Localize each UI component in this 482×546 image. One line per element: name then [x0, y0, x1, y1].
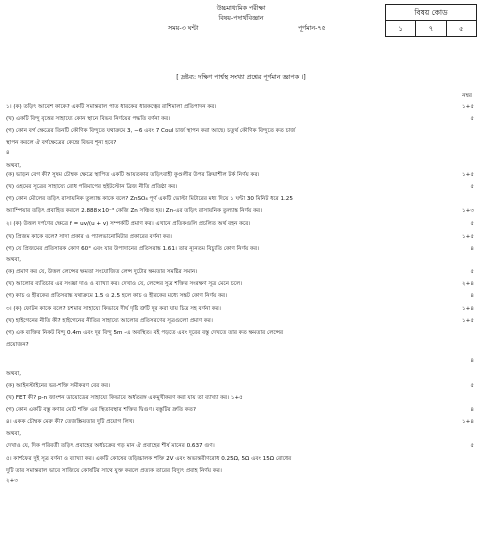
question-marks: ৪	[470, 358, 474, 364]
question-line: প্রয়োজন?	[6, 342, 29, 348]
question-line: ১। (ক) তড়িৎ আবেশ কাকে? একটি সমান্তরাল পাত ধারকের ধারকত্বের রাশিমালা প্রতিপাদন কর।	[6, 104, 217, 110]
question-line: (গ) কোন একটি বস্তু কণার মোট শক্তি এর স্থিতাবস্থার শক্তির দ্বিগুণ। বস্তুটির দ্রুতি কত?	[6, 407, 196, 413]
full-marks: পূর্ণমান-৭৫	[298, 25, 326, 32]
question-line: ৩। (ক) ফোটন কাকে বলে? চশমার সাহায্যে কিভাবে দীর্ঘ দৃষ্টি ত্রুটি দূর করা যায় চিত্র সহ বর্ণনা কর।	[6, 306, 221, 312]
question-line: অথবা,	[6, 371, 21, 377]
question-line: অথবা,	[6, 431, 21, 437]
question-marks: ২+৪	[462, 281, 474, 287]
question-marks: ৫	[470, 116, 474, 122]
question-marks: ৫	[470, 269, 474, 275]
question-line: অথবা,	[6, 163, 21, 169]
question-marks: ৫	[470, 443, 474, 449]
question-marks: ১+৩	[462, 208, 474, 214]
code-digit: ১	[386, 21, 416, 37]
question-line: (গ) এক ব্যক্তির নিকট বিন্দু 0.4m এবং দূর বিন্দু 5m -এ অবস্থিত। বই পড়তে এবং দূরের বস্তু দেখতে তার কত ক্ষমতার লেন্সের	[6, 330, 284, 336]
exam-title: উচ্চমাধ্যমিক পরীক্ষা	[216, 5, 266, 12]
question-marks: ১+৫	[462, 104, 474, 110]
marks-heading: নম্বর	[462, 93, 472, 99]
question-line: দেখাও যে, দিক পরিবর্তী তড়িৎ প্রবাহের অর্ধচক্রের গড় মান ঐ প্রবাহের শীর্ষ মানের 0.637 গুণ।	[6, 443, 215, 449]
question-marks: ৫	[470, 221, 474, 227]
question-marks: ১+৪	[462, 419, 474, 425]
question-line: (ক) প্রমাণ কর যে, উত্তল লেন্সের ক্ষমতা সংযোজিত লেন্স দুটোর ক্ষমতার সমষ্টির সমান।	[6, 269, 198, 275]
question-line: (খ) একটি বিন্দু বৃত্তের সাহায্যে কোন স্থানে বিভব নির্ণয়ের পদ্ধতি বর্ণনা কর।	[6, 116, 171, 122]
question-marks: ৪	[470, 407, 474, 413]
question-line: (গ) কাচ ও হীরকের প্রতিসরাঙ্ক যথাক্রমে 1.5 ও 2.5 হলে কাচ ও হীরকের মধ্যে সঙ্কট কোণ নির্ণয় কর।	[6, 293, 228, 299]
question-line: ৪	[6, 150, 10, 156]
question-marks: ৪	[470, 246, 474, 252]
instruction-note: [ দ্রষ্টব্য: দক্ষিণ পার্শ্বস্থ সংখ্যা প্রশ্নের পূর্ণমান জ্ঞাপক ।]	[176, 74, 306, 81]
question-line: অ্যাম্পিয়ার তড়িৎ প্রবাহিত করলে 2.888×10⁻³ কেজি Zn সঞ্চিত হয়। Zn-এর তড়িৎ রাসায়নিক তুল্যাঙ্ক নির্ণয় কর।	[6, 208, 263, 214]
question-line: ৫। কার্শফের দুই সূত্র বর্ণনা ও ব্যাখ্যা কর। একটি কোষের তড়িচ্চালক শক্তি 2V এবং অভ্যন্তরীণরোধ 0.25Ω, 5Ω এবং 15Ω রোধের	[6, 456, 292, 462]
question-marks: ৫	[470, 184, 474, 190]
question-line: অথবা,	[6, 257, 21, 263]
code-digit: ৫	[459, 25, 464, 33]
question-line: স্থাপন করলে ঐ বর্গক্ষেত্রের কেন্দ্রে বিভব শূন্য হবে?	[6, 140, 117, 146]
subject-title: বিষয়-পদার্থবিজ্ঞান	[218, 15, 264, 22]
question-line: ২+৩	[6, 478, 18, 484]
question-line: (খ) আলোর ব্যতিচার এর সংজ্ঞা দাও ও ব্যাখ্যা কর। দেখাও যে, লেন্সের সুত্র শক্তির সংরক্ষণ সূত্র মেনে চলে।	[6, 281, 243, 287]
question-marks: ১+৫	[462, 318, 474, 324]
question-line: (খ) FET কী? p-n জাংশন ডায়োডের সাহায্যে কিভাবে অর্ধতরঙ্গ একমুখীকরণ করা যায় তা ব্যাখ্যা কর। ১+৫	[6, 395, 243, 401]
question-marks: ১+৫	[462, 172, 474, 178]
code-digit: ৭	[416, 21, 446, 37]
question-marks: ১+৫	[462, 234, 474, 240]
question-marks: ৫	[470, 383, 474, 389]
question-line: (ক) ভাড়ন বেগ কী? সুষম চৌম্বক ক্ষেত্রে স্থাপিত একটি আয়তকার তড়িৎবাহী কুণ্ডলীর উপর ক্রিয়াশীল টর্ক নির্ণয় কর।	[6, 172, 260, 178]
question-line: (গ) কোন মৌলের তড়িৎ রাসায়নিক তুল্যাঙ্ক কাকে বলে? ZnSO₄ পূর্ণ একটি ভোল্টা মিটারের মধ্য দিয়ে ১ ঘন্টা 30 মিনিট ধরে 1.25	[6, 196, 293, 202]
question-line: (ক) আইনস্টাইনের ভর-শক্তি সমীকরণ বের কর।	[6, 383, 111, 389]
question-line: ২। (ক) উত্তল দর্পণের ক্ষেত্রে f = uv/(u + v) সম্পর্কটি প্রমাণ কর। এখানে প্রতিকগুলি প্রচলিত অর্থ বহন করে।	[6, 221, 251, 227]
question-line: (খ) ওহমের সূত্রের সাহায্যে রোধ পরিমাপের হুইটস্টোন ব্রিজ নীতি প্রতিষ্ঠা কর।	[6, 184, 178, 190]
question-line: (গ) কোন বর্গ ক্ষেত্রের তিনটি কৌণিক বিন্দুতে যথাক্রমে 3, −6 এবং 7 Coul চার্জ স্থাপন করা আছে। চতুর্থ কৌণিক বিন্দুতে কত চার্জ	[6, 128, 296, 134]
question-line: (খ) প্রিজম কাকে বলে? সাদা প্রকার ও প্যালভানোমিটার প্রকারের বর্ণনা কর।	[6, 234, 172, 240]
question-marks: ৪	[470, 293, 474, 299]
question-line: (গ) যে প্রিজমের প্রতিসারক কোণ 60° এবং যার উপাদানের প্রতিসরাঙ্ক 1.61। তার ন্যূনতম বিচ্যুতি কোণ নির্ণয় কর।	[6, 246, 260, 252]
time-allowed: সময়-৩ ঘন্টা	[168, 25, 199, 32]
subject-code-title: বিষয় কোড	[386, 5, 476, 21]
question-marks: ১+৪	[462, 306, 474, 312]
subject-code-box	[385, 4, 477, 37]
question-line: দুটি তার সমান্তরাল ভাবে সাজিয়ে কোষটির সাথে যুক্ত করলে প্রত্যক তারের বিদ্যুৎ প্রবাহ নির্ণয় কর।	[6, 468, 222, 474]
question-line: (খ) হাইগেনের নীতি কী? হাইগেনের নীতির সাহায্যে আলোর প্রতিসরণের সূত্রগুলো প্রমাণ কর।	[6, 318, 213, 324]
question-line: ৪। একক চৌম্বক মেরু কী? তেজস্ক্রিয়তার দুটি প্রয়োগ লিখ।	[6, 419, 135, 425]
